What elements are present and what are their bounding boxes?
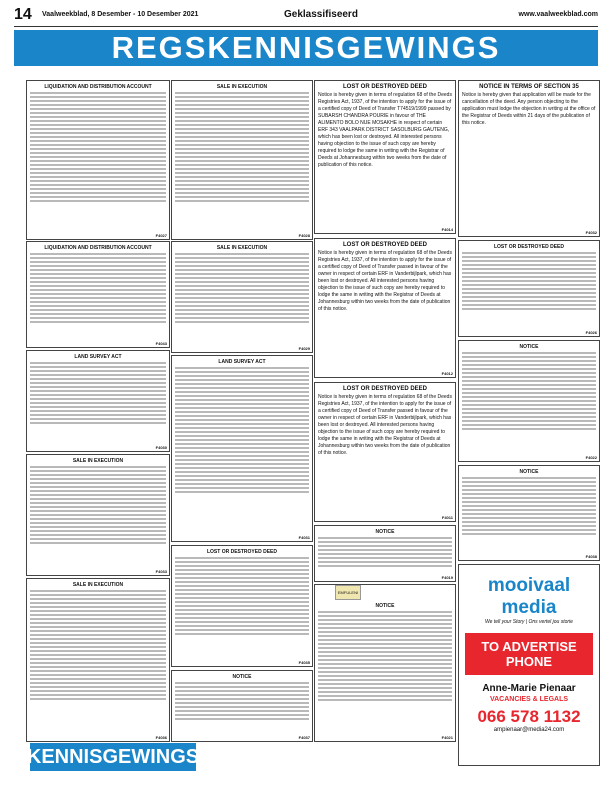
notice-body (462, 477, 596, 534)
page-header (14, 8, 598, 27)
notice-c1n1 (26, 80, 170, 240)
notice-ref: F4035 (298, 660, 310, 665)
headline-line-1: TO ADVERTISE (481, 639, 577, 654)
contact-phone[interactable]: 066 578 1132 (477, 707, 581, 726)
notice-title: SALE IN EXECUTION (72, 458, 124, 464)
notice-body (175, 367, 309, 492)
ad-subtitle: VACANCIES & LEGALS (489, 696, 569, 703)
notice-c1n2 (26, 241, 170, 348)
notice-c2n4 (171, 545, 313, 667)
notice-title: LOST OR DESTROYED DEED (342, 386, 427, 392)
emfuleni-logo: EMFULENI (335, 585, 361, 600)
notice-title: NOTICE (519, 469, 539, 475)
notice-body (30, 362, 166, 423)
notice-body (175, 253, 309, 322)
notice-ref: F4026 (585, 330, 597, 335)
ad-tagline: We tell your Story | Ons vertel jou storie (485, 619, 573, 625)
publication-date: Vaalweekblad, 8 Desember - 10 Desember 2021 (42, 11, 199, 18)
notice-ref: F4021 (441, 735, 453, 740)
notice-c4n4 (458, 465, 600, 561)
notice-ref: F4029 (298, 346, 310, 351)
notice-c2n1 (171, 80, 313, 240)
notice-title: SALE IN EXECUTION (216, 84, 268, 90)
notice-ref: F4036 (155, 735, 167, 740)
notice-body: Notice is hereby given in terms of regulation 68 of the Deeds Registries Act, 1937, of the intention to apply for the issue of a certified copy of Deed of Transfer T74519/1999 passed by SUBARSH CHANDRA POURIE in favour of THE ALIMENTO BOLO NUE MOSAKHE in respect of certain ERF 343 VAALPARK DISTRICT SASOLBURG GAUTENG, which has been lost or destroyed. All interested persons having objection to the issue of such copy are hereby required to lodge the same in writing with the Registrar of Deeds at Johannesburg within two weeks from the date of publication of this notice. (318, 92, 452, 168)
notice-body: Notice is hereby given in terms of regulation 68 of the Deeds Registries Act, 1937, of the intention to apply for the issue of a certified copy of Deed of Transfer passed in favour of the owner in respect of certain ERF in Vanderbijlpark, which has been lost or destroyed. All interested persons having objection to the issue of such copy are hereby required to lodge the same in writing with the Registrar of Deeds at Johannesburg within two weeks from the date of publication of this notice. (318, 250, 452, 312)
notice-body (462, 352, 596, 429)
section-title: Geklassifiseerd (284, 9, 358, 20)
notice-title: NOTICE (375, 529, 395, 535)
notice-body (175, 682, 309, 719)
notice-body (175, 557, 309, 634)
notice-c3n4 (314, 525, 456, 582)
notice-title: LOST OR DESTROYED DEED (342, 84, 427, 90)
page-number: 14 (14, 6, 32, 23)
mooivaal-media-logo: mooivaal media (487, 575, 571, 618)
notice-ref: F4038 (585, 554, 597, 559)
notice-title: NOTICE (375, 603, 395, 609)
notice-c4n3 (458, 340, 600, 462)
notice-ref: F4014 (441, 227, 453, 232)
notice-title: LOST OR DESTROYED DEED (493, 244, 564, 250)
advertise-headline (465, 633, 593, 675)
notice-title: SALE IN EXECUTION (216, 245, 268, 251)
notice-ref: F4022 (585, 455, 597, 460)
notice-body (30, 590, 166, 699)
notice-body (175, 92, 309, 201)
contact-email[interactable]: ampienaar@media24.com (493, 727, 565, 733)
notice-c2n3 (171, 355, 313, 542)
notice-ref: F4032 (585, 230, 597, 235)
section-banner: REGSKENNISGEWINGS (14, 30, 598, 66)
notice-c1n3 (26, 350, 170, 452)
notice-body: Notice is hereby given that application will be made for the cancellation of the deed. Any person objecting to the application must lodge the objection in writing at the office of the Registrar of Deeds within 21 days of the publication of this notice. (462, 92, 596, 126)
notice-body (30, 92, 166, 201)
notice-title: LIQUIDATION AND DISTRIBUTION ACCOUNT (44, 84, 152, 90)
notice-body (462, 252, 596, 309)
notice-body (30, 253, 166, 322)
notice-c4n2 (458, 240, 600, 337)
notice-c3n3 (314, 382, 456, 522)
notice-ref: F4037 (298, 735, 310, 740)
notice-ref: F4031 (298, 535, 310, 540)
notice-ref: F4012 (441, 371, 453, 376)
notice-c4n1 (458, 80, 600, 237)
notice-body (318, 611, 452, 700)
notice-title: LAND SURVEY ACT (74, 354, 122, 360)
notice-ref: F4028 (298, 233, 310, 238)
notice-c1n5 (26, 578, 170, 742)
notice-c3n2 (314, 238, 456, 378)
notice-ref: F4043 (155, 341, 167, 346)
notice-c1n4 (26, 454, 170, 576)
notice-body: Notice is hereby given in terms of regulation 68 of the Deeds Registries Act, 1937, of the intention to apply for the issue of a certified copy of Deed of Transfer passed in favour of the owner in respect of certain ERF in Vanderbijlpark, which has been lost or destroyed. All interested persons having objection to the issue of such copy are hereby required to lodge the same in writing with the Registrar of Deeds at Johannesburg within two weeks from the date of publication of this notice. (318, 394, 452, 456)
notice-ref: F4019 (441, 575, 453, 580)
notice-c3n1 (314, 80, 456, 234)
notice-title: NOTICE IN TERMS OF SECTION 35 (479, 84, 579, 90)
notice-body (30, 466, 166, 543)
kennisgewings-banner: KENNISGEWINGS (30, 743, 196, 771)
advertise-box (458, 564, 600, 766)
contact-name: Anne-Marie Pienaar (482, 683, 576, 694)
notice-c2n2 (171, 241, 313, 353)
notice-title: LIQUIDATION AND DISTRIBUTION ACCOUNT (44, 245, 152, 251)
notice-title: LAND SURVEY ACT (218, 359, 266, 365)
headline-line-2: PHONE (505, 654, 553, 669)
notice-ref: F4027 (155, 233, 167, 238)
notice-title: NOTICE (232, 674, 252, 680)
notice-title: LOST OR DESTROYED DEED (342, 242, 427, 248)
notice-title: LOST OR DESTROYED DEED (206, 549, 277, 555)
notice-title: SALE IN EXECUTION (72, 582, 124, 588)
notice-body (318, 537, 452, 566)
website-url[interactable]: www.vaalweekblad.com (518, 11, 598, 18)
notice-ref: F4011 (441, 515, 453, 520)
notice-ref: F4030 (155, 445, 167, 450)
notice-c2n5 (171, 670, 313, 742)
notice-ref: F4033 (155, 569, 167, 574)
notice-c3n5 (314, 584, 456, 742)
notice-title: NOTICE (519, 344, 539, 350)
